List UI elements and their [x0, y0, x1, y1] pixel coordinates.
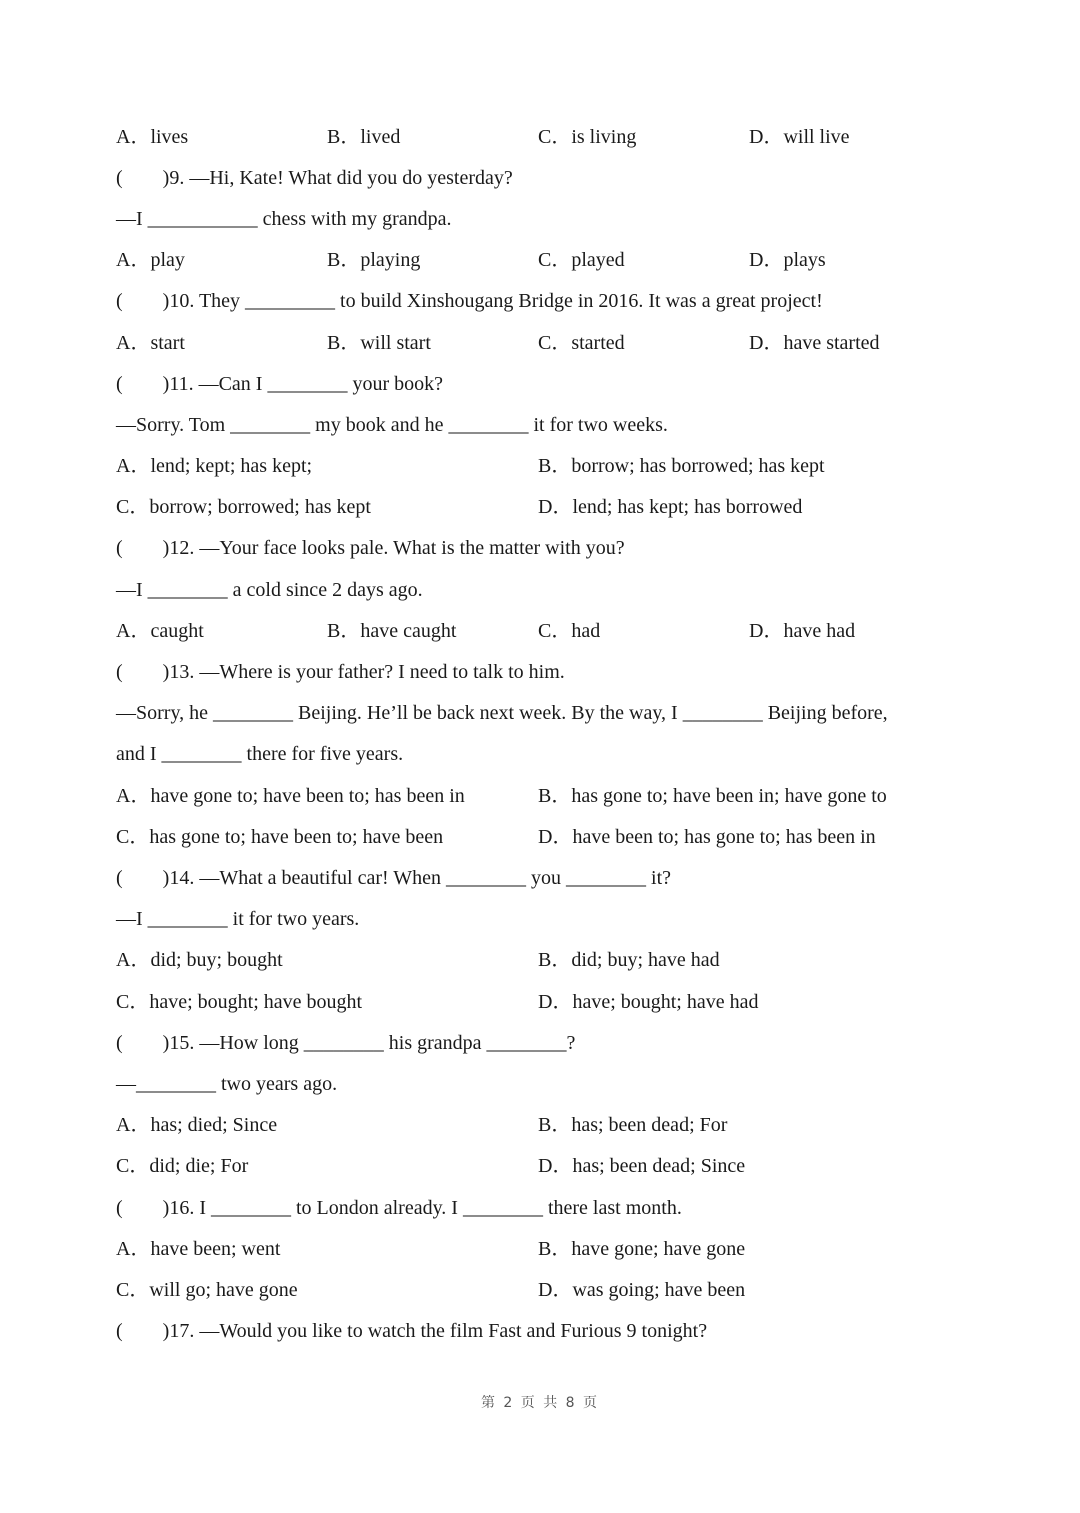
- q15-answer-line: —________ two years ago.: [116, 1073, 338, 1095]
- q10-stem: ( )10. They _________ to build Xinshougang Bridge in 2016. It was a great project!: [116, 290, 823, 312]
- q13-option-b: B．has gone to; have been in; have gone to: [538, 785, 887, 807]
- q16-option-b: B．have gone; have gone: [538, 1238, 746, 1260]
- q14-option-a: A．did; buy; bought: [116, 949, 283, 971]
- page-number-footer: 第 2 页 共 8 页: [480, 1395, 600, 1411]
- q14-answer-line: —I ________ it for two years.: [116, 908, 360, 930]
- q9-answer-line: —I ___________ chess with my grandpa.: [116, 208, 452, 230]
- q8-option-c: C．is living: [538, 126, 637, 148]
- q13-option-c: C．has gone to; have been to; have been: [116, 826, 444, 848]
- q10-option-d: D．have started: [749, 332, 880, 354]
- q12-option-a: A．caught: [116, 620, 204, 642]
- q8-option-b: B．lived: [327, 126, 401, 148]
- q12-answer-line: —I ________ a cold since 2 days ago.: [116, 579, 423, 601]
- q10-option-b: B．will start: [327, 332, 431, 354]
- q14-option-c: C．have; bought; have bought: [116, 991, 363, 1013]
- q13-answer-line: —Sorry, he ________ Beijing. He’ll be back next week. By the way, I ________ Beijing before,: [116, 702, 888, 724]
- q15-stem: ( )15. —How long ________ his grandpa ________?: [116, 1032, 576, 1054]
- q13-option-a: A．have gone to; have been to; has been in: [116, 785, 465, 807]
- q12-option-c: C．had: [538, 620, 601, 642]
- q12-option-d: D．have had: [749, 620, 856, 642]
- q15-option-a: A．has; died; Since: [116, 1114, 278, 1136]
- q11-answer-line: —Sorry. Tom ________ my book and he ________ it for two weeks.: [116, 414, 668, 436]
- q13-option-d: D．have been to; has gone to; has been in: [538, 826, 876, 848]
- q13-stem: ( )13. —Where is your father? I need to talk to him.: [116, 661, 565, 683]
- q14-option-d: D．have; bought; have had: [538, 991, 759, 1013]
- q14-stem: ( )14. —What a beautiful car! When ________ you ________ it?: [116, 867, 672, 889]
- q13-answer-line-continued: and I ________ there for five years.: [116, 743, 404, 765]
- q16-option-c: C．will go; have gone: [116, 1279, 298, 1301]
- q12-option-b: B．have caught: [327, 620, 457, 642]
- q16-option-a: A．have been; went: [116, 1238, 281, 1260]
- q11-option-a: A．lend; kept; has kept;: [116, 455, 313, 477]
- q9-option-b: B．playing: [327, 249, 421, 271]
- q14-option-b: B．did; buy; have had: [538, 949, 720, 971]
- q8-option-d: D．will live: [749, 126, 850, 148]
- q11-stem: ( )11. —Can I ________ your book?: [116, 373, 443, 395]
- q11-option-d: D．lend; has kept; has borrowed: [538, 496, 803, 518]
- q8-option-a: A．lives: [116, 126, 189, 148]
- q10-option-c: C．started: [538, 332, 625, 354]
- q9-option-c: C．played: [538, 249, 625, 271]
- q15-option-b: B．has; been dead; For: [538, 1114, 728, 1136]
- q10-option-a: A．start: [116, 332, 185, 354]
- q9-stem: ( )9. —Hi, Kate! What did you do yesterday?: [116, 167, 513, 189]
- q17-stem: ( )17. —Would you like to watch the film Fast and Furious 9 tonight?: [116, 1320, 708, 1342]
- q16-option-d: D．was going; have been: [538, 1279, 746, 1301]
- q9-option-a: A．play: [116, 249, 185, 271]
- q15-option-d: D．has; been dead; Since: [538, 1155, 746, 1177]
- q9-option-d: D．plays: [749, 249, 826, 271]
- q16-stem: ( )16. I ________ to London already. I ________ there last month.: [116, 1197, 682, 1219]
- q15-option-c: C．did; die; For: [116, 1155, 249, 1177]
- q11-option-c: C．borrow; borrowed; has kept: [116, 496, 371, 518]
- q12-stem: ( )12. —Your face looks pale. What is the matter with you?: [116, 537, 625, 559]
- q11-option-b: B．borrow; has borrowed; has kept: [538, 455, 825, 477]
